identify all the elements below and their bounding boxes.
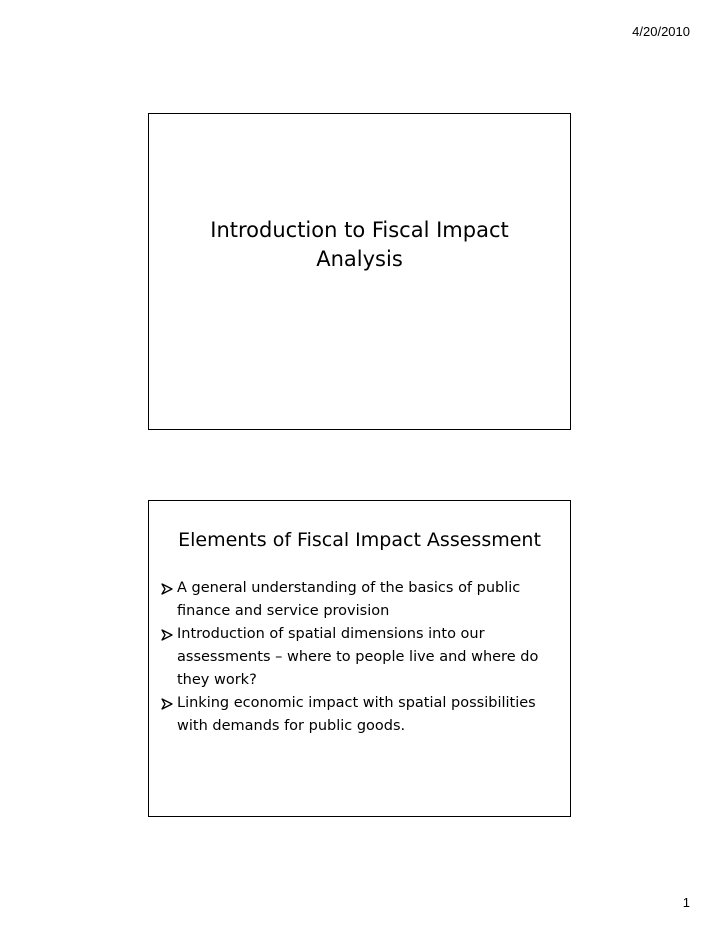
bullet-item	[161, 623, 556, 692]
slide-title-line-2: Analysis	[316, 247, 403, 271]
arrowhead-check-icon	[161, 698, 173, 710]
bullet-item	[161, 692, 556, 738]
bullet-text: Linking economic impact with spatial possibilities with demands for public goods.	[177, 695, 536, 734]
page-number: 1	[682, 895, 690, 910]
slide-intro	[148, 113, 571, 430]
bullet-list	[161, 577, 556, 738]
bullet-text: Introduction of spatial dimensions into our assessments – where to people live and where do they work?	[177, 626, 539, 688]
arrowhead-check-icon	[161, 629, 173, 641]
slide-title-line-1: Introduction to Fiscal Impact	[210, 218, 509, 242]
header-date: 4/20/2010	[632, 24, 690, 39]
slide-title: Elements of Fiscal Impact Assessment	[178, 529, 541, 551]
arrowhead-check-icon	[161, 583, 173, 595]
slide-title	[149, 216, 570, 274]
bullet-text: A general understanding of the basics of public finance and service provision	[177, 580, 521, 619]
bullet-item	[161, 577, 556, 623]
slide-elements	[148, 500, 571, 817]
